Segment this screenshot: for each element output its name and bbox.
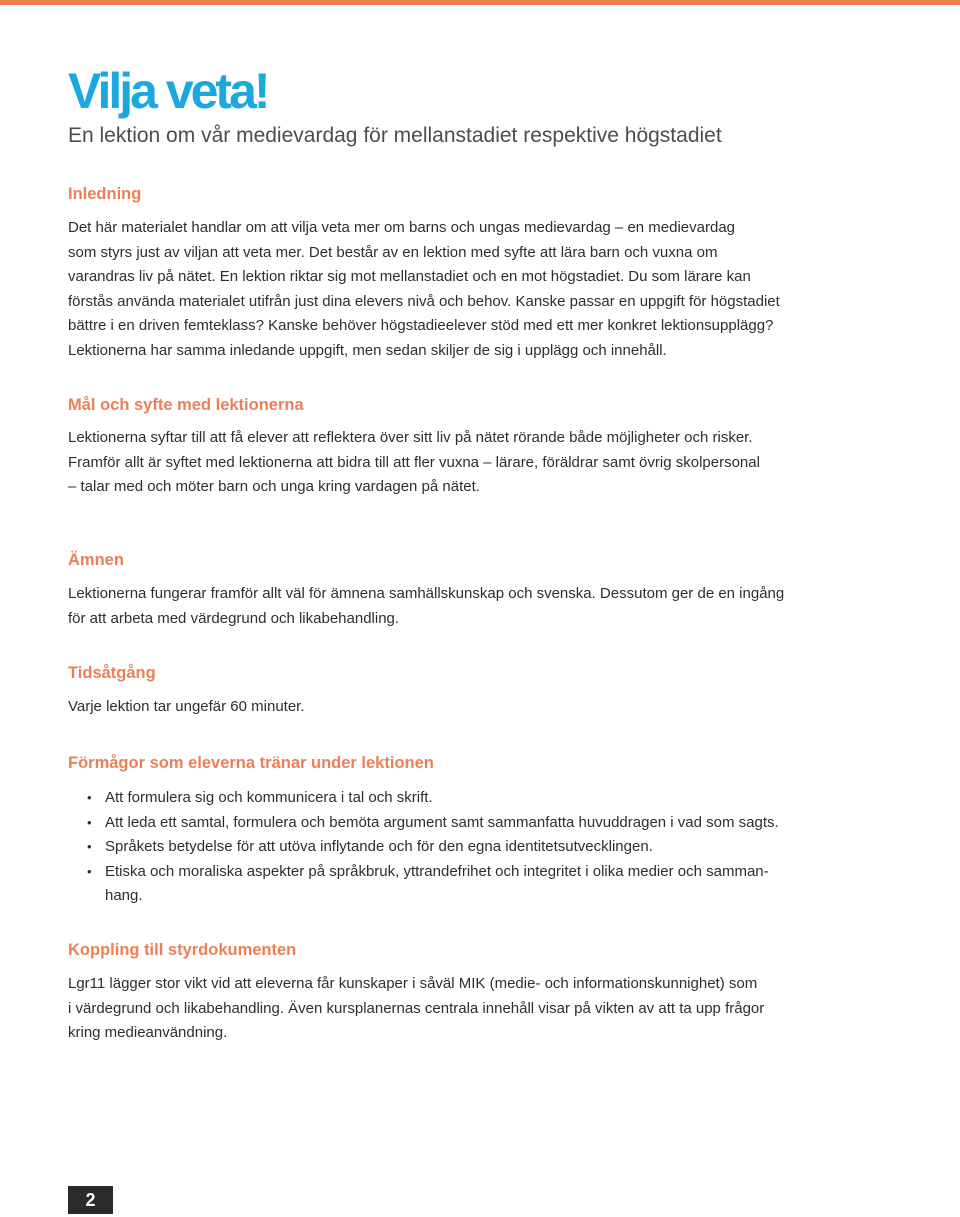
subjects-paragraph [68, 582, 898, 631]
page-title: Vilja veta! [68, 63, 268, 119]
section-heading-skills: Förmågor som eleverna tränar under lektionen [68, 754, 434, 772]
section-heading-curriculum: Koppling till styrdokumenten [68, 941, 297, 959]
list-item [68, 786, 898, 811]
paragraph-line: varandras liv på nätet. En lektion riktar sig mot mellanstadiet och en mot högstadiet. Du som lärare kan [68, 268, 751, 285]
section-heading-goals: Mål och syfte med lektionerna [68, 396, 304, 414]
section-heading-time: Tidsåtgång [68, 664, 156, 682]
bullet-icon: • [87, 790, 92, 805]
list-item [68, 811, 898, 836]
bullet-icon: • [87, 863, 92, 879]
list-item-text: Språkets betydelse för att utöva inflytande och för den egna identitetsutvecklingen. [105, 838, 653, 855]
list-item [68, 835, 898, 860]
paragraph-line: bättre i en driven femteklass? Kanske behöver högstadieelever stöd med ett mer konkret lektionsupplägg? [68, 317, 774, 334]
curriculum-paragraph [68, 972, 898, 1046]
paragraph-line: Varje lektion tar ungefär 60 minuter. [68, 698, 305, 715]
paragraph-line: Lektionerna har samma inledande uppgift, men sedan skiljer de sig i upplägg och innehåll. [68, 341, 667, 359]
list-item [68, 860, 898, 909]
bullet-icon: • [87, 814, 92, 830]
intro-paragraph [68, 216, 898, 363]
paragraph-line: förstås använda materialet utifrån just dina elevers nivå och behov. Kanske passar en uppgift för högstadiet [68, 292, 780, 310]
section-heading-subjects: Ämnen [68, 551, 124, 569]
paragraph-line: Lgr11 lägger stor vikt vid att eleverna får kunskaper i såväl MIK (medie- och informationskunnighet) som [68, 975, 758, 992]
page-subtitle: En lektion om vår medievardag för mellanstadiet respektive högstadiet [68, 124, 722, 147]
paragraph-line: kring medieanvändning. [68, 1024, 228, 1041]
section-heading-intro: Inledning [68, 185, 142, 203]
paragraph-line: i värdegrund och likabehandling. Även kursplanernas centrala innehåll visar på vikten av att ta upp frågor [68, 999, 765, 1017]
paragraph-line: – talar med och möter barn och unga kring vardagen på nätet. [68, 478, 480, 495]
paragraph-line: Lektionerna syftar till att få elever att reflektera över sitt liv på nätet rörande både möjligheter och risker. [68, 429, 753, 446]
bullet-icon: • [87, 839, 92, 854]
page-number: 2 [68, 1186, 113, 1214]
top-accent-bar [0, 0, 960, 5]
paragraph-line: Det här materialet handlar om att vilja veta mer om barns och ungas medievardag – en medievardag [68, 219, 736, 236]
list-item-text: hang. [105, 887, 143, 904]
goals-paragraph [68, 426, 898, 500]
list-item-text: Att formulera sig och kommunicera i tal och skrift. [105, 789, 433, 806]
paragraph-line: Framför allt är syftet med lektionerna att bidra till att fler vuxna – lärare, föräldrar samt övrig skolpersonal [68, 453, 760, 471]
list-item-text: Etiska och moraliska aspekter på språkbruk, yttrandefrihet och integritet i olika medier och samman- [105, 862, 769, 880]
list-item-text: Att leda ett samtal, formulera och bemöta argument samt sammanfatta huvuddragen i vad som sagts. [105, 813, 779, 831]
paragraph-line: Lektionerna fungerar framför allt väl för ämnena samhällskunskap och svenska. Dessutom ger de en ingång [68, 585, 785, 602]
paragraph-line: som styrs just av viljan att veta mer. Det består av en lektion med syfte att lära barn och vuxna om [68, 243, 718, 261]
skills-list [68, 786, 898, 909]
paragraph-line: för att arbeta med värdegrund och likabehandling. [68, 609, 400, 627]
time-paragraph [68, 695, 898, 720]
